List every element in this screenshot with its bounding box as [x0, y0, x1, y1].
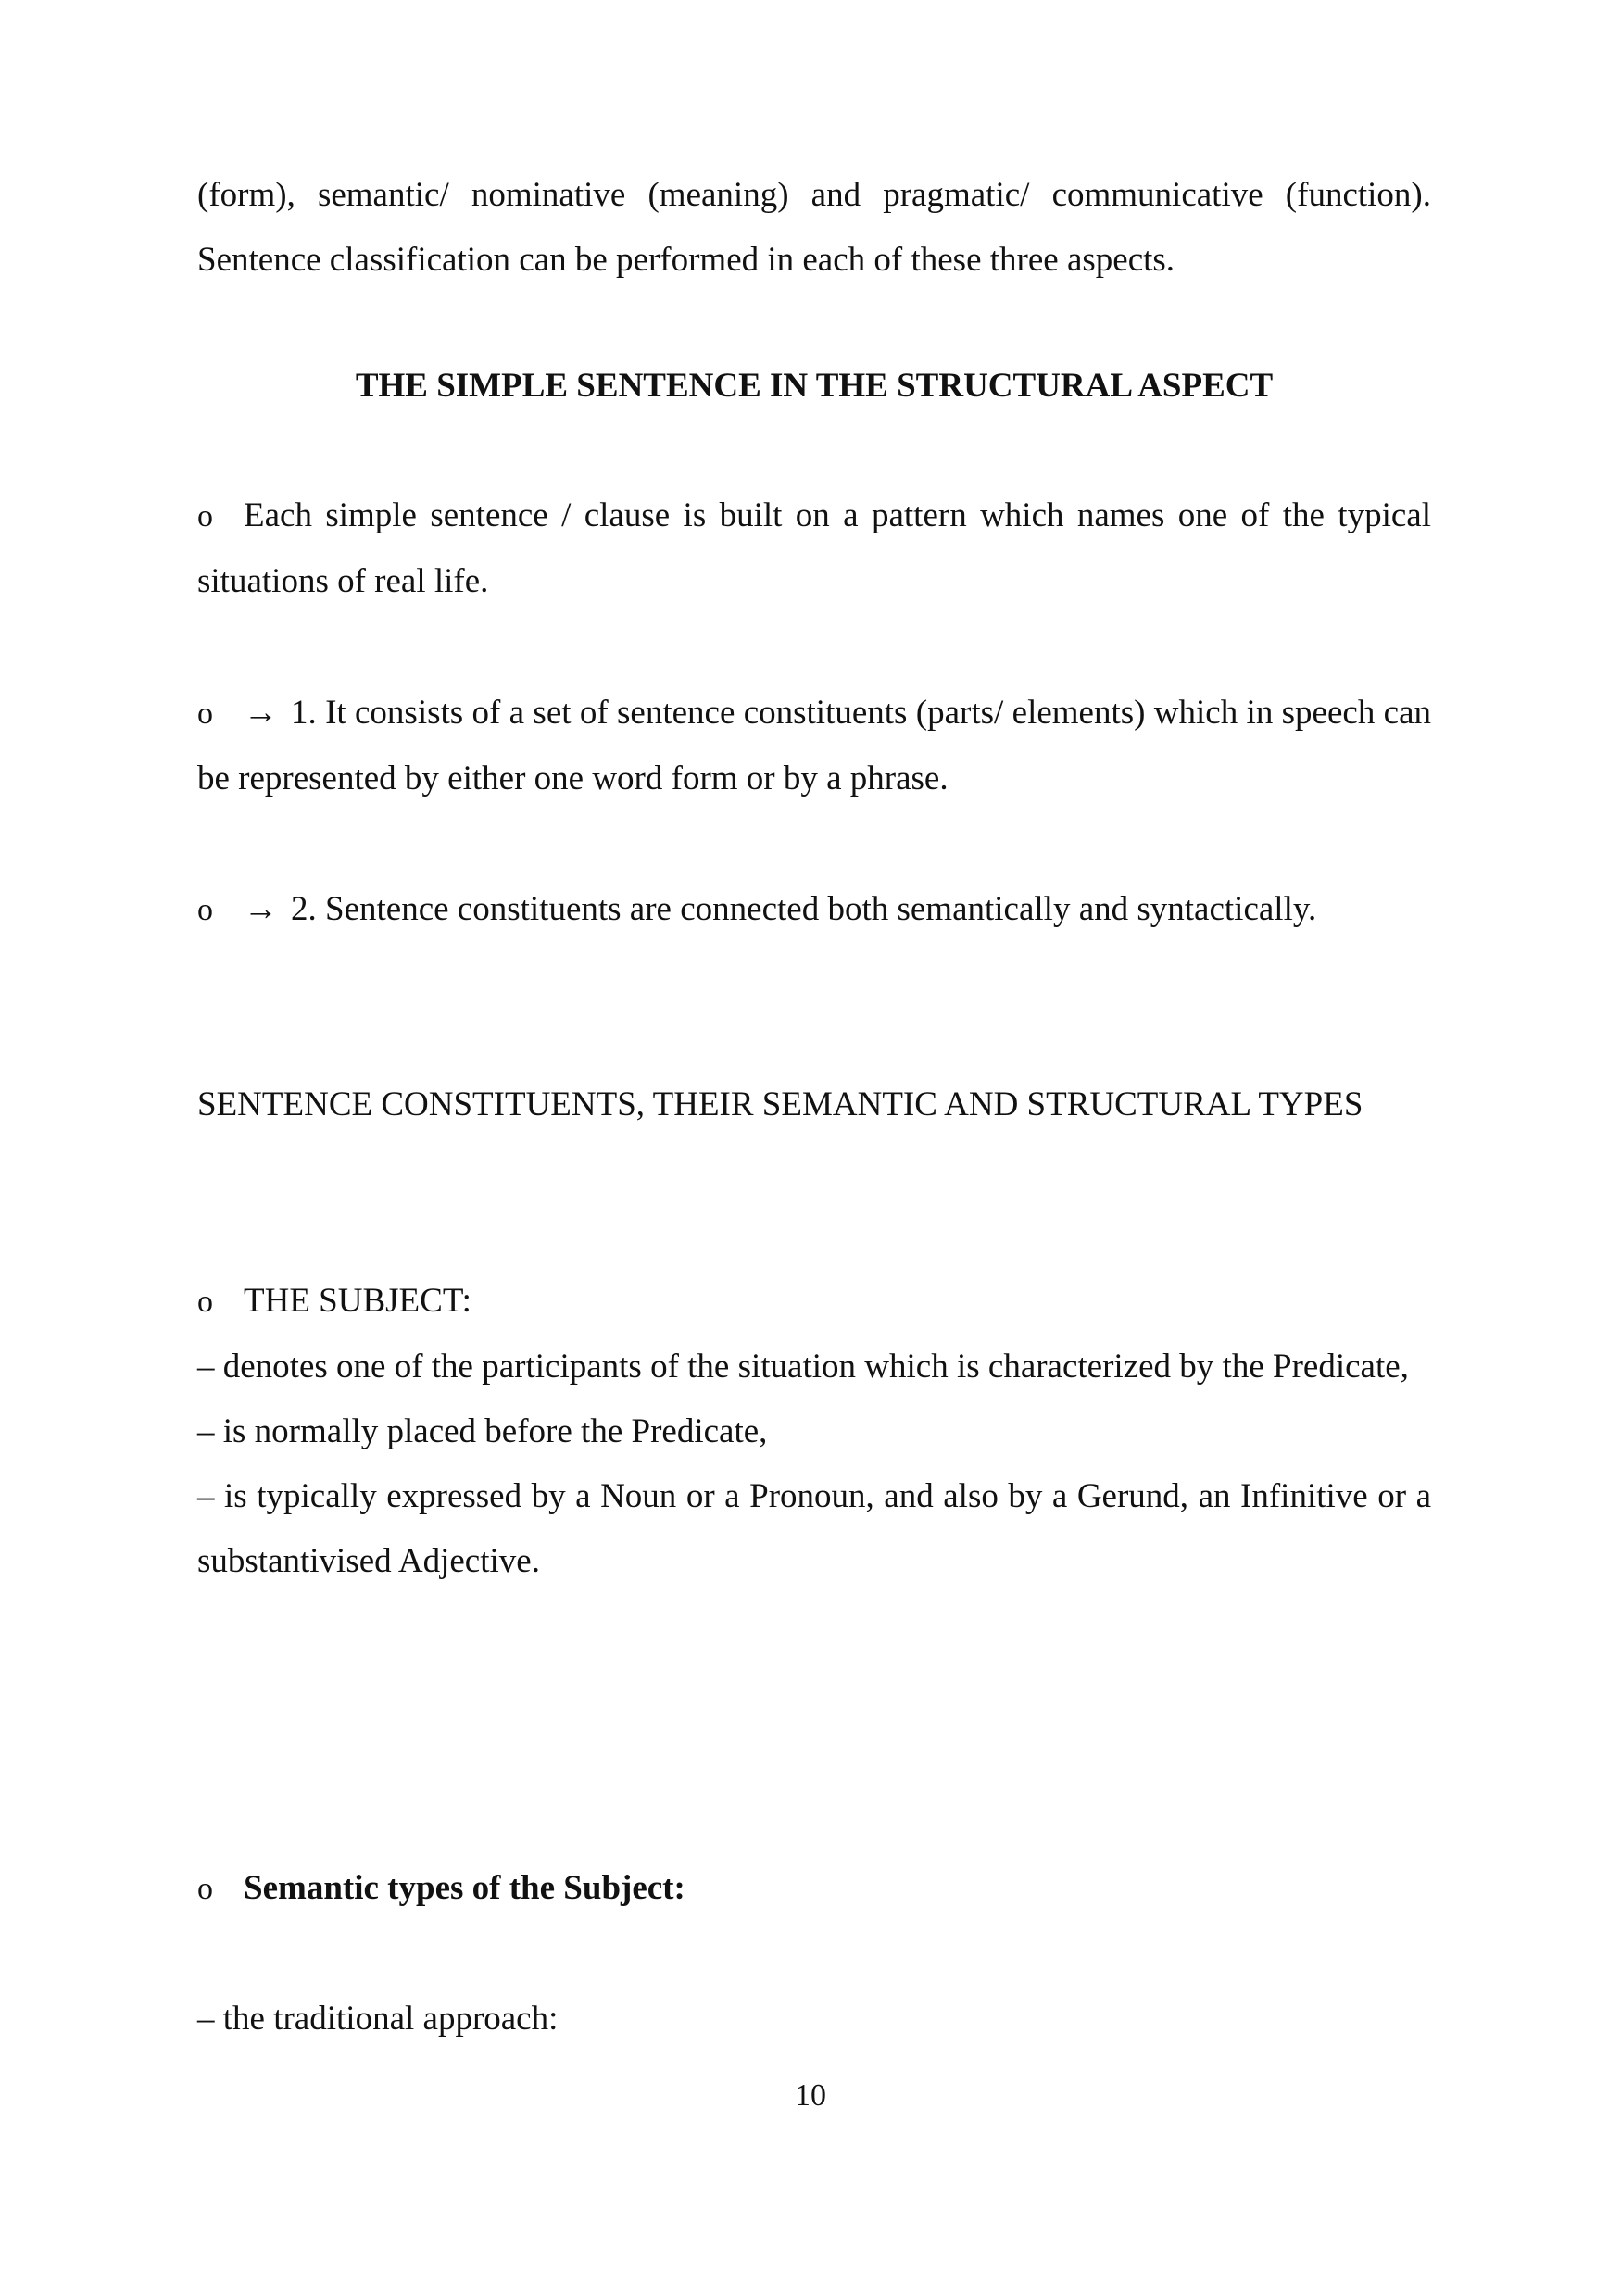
subject-line-1: – denotes one of the participants of the situation which is characterized by the Predicate,: [197, 1348, 1409, 1386]
bullet-marker: o: [197, 1285, 213, 1319]
paragraph-pattern-text: Each simple sentence / clause is built on a pattern which names one of the typical situations of real life.: [197, 496, 1431, 600]
bullet-marker: o: [197, 696, 213, 731]
paragraph-constituents: [197, 681, 1431, 811]
semantic-types-heading: [197, 1856, 1431, 1922]
page-number: 10: [795, 2078, 826, 2113]
bullet-marker: o: [197, 893, 213, 927]
paragraph-connected: [197, 877, 1431, 943]
intro-paragraph: (form), semantic/ nominative (meaning) and pragmatic/ communicative (function). Sentence classification can be performed in each of these three aspects.: [197, 176, 1431, 279]
heading-structural-aspect: THE SIMPLE SENTENCE IN THE STRUCTURAL ASPECT: [355, 367, 1274, 405]
paragraph-pattern: [197, 483, 1431, 614]
bullet-marker: o: [197, 1872, 213, 1906]
semantic-types-title: Semantic types of the Subject:: [244, 1869, 685, 1907]
subject-line-3: – is typically expressed by a Noun or a Pronoun, and also by a Gerund, an Infinitive or a substantivised Adjective.: [197, 1477, 1431, 1580]
arrow-icon: →: [244, 890, 278, 928]
subject-line-2: – is normally placed before the Predicate,: [197, 1412, 768, 1450]
traditional-approach: – the traditional approach:: [197, 2000, 559, 2038]
subject-section: [197, 1269, 1431, 1594]
paragraph-connected-text: 2. Sentence constituents are connected both semantically and syntactically.: [291, 890, 1317, 928]
paragraph-constituents-text: 1. It consists of a set of sentence constituents (parts/ elements) which in speech can be represented by either one word form or by a phrase.: [197, 694, 1431, 797]
heading-sentence-constituents: SENTENCE CONSTITUENTS, THEIR SEMANTIC AND STRUCTURAL TYPES: [197, 1085, 1363, 1123]
subject-title: THE SUBJECT:: [244, 1282, 471, 1320]
subject-title-line: [197, 1269, 1431, 1335]
bullet-marker: o: [197, 499, 213, 533]
arrow-icon: →: [244, 694, 278, 732]
